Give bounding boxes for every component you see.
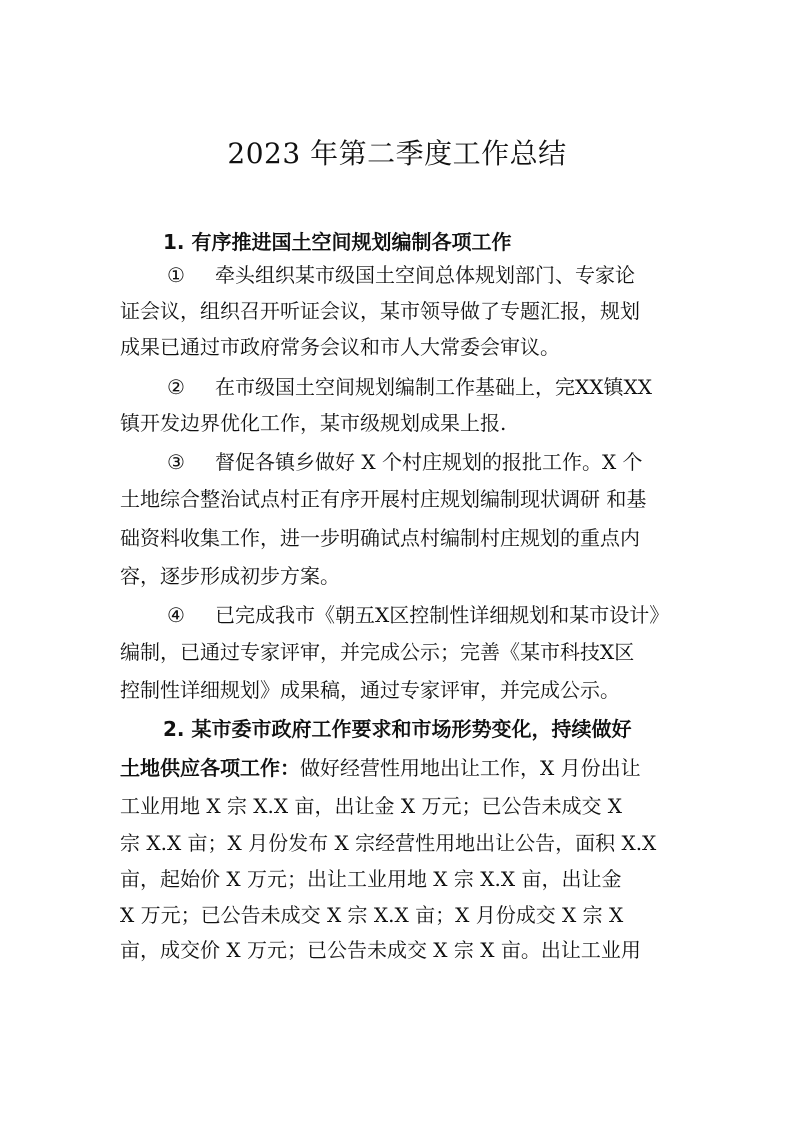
document-title: 2023 年第二季度工作总结	[227, 137, 567, 170]
section-2-body-first: 做好经营性用地出让工作，X 月份出让	[300, 756, 641, 780]
item-1-line-1	[167, 262, 635, 288]
item-3-line-3: 础资料收集工作，进一步明确试点村编制村庄规划的重点内	[120, 526, 640, 550]
section-2-line-4: 亩，起始价 X 万元；出让工业用地 X 宗 X.X 亩，出让金	[120, 867, 622, 891]
item-1-text-1: 牵头组织某市级国土空间总体规划部门、专家论	[215, 263, 635, 287]
item-2-line-2: 镇开发边界优化工作，某市级规划成果上报.	[120, 411, 507, 435]
item-3-marker: ③	[167, 450, 185, 474]
item-4-text-1: 已完成我市《朝五X区控制性详细规划和某市设计》	[215, 603, 670, 627]
item-4-line-1	[167, 602, 669, 628]
item-3-line-1	[167, 449, 643, 475]
section-2-line-2: 工业用地 X 宗 X.X 亩，出让金 X 万元；已公告未成交 X	[120, 794, 623, 818]
item-4-line-2: 编制，已通过专家评审，并完成公示；完善《某市科技X区	[120, 640, 635, 664]
item-2-line-1	[167, 374, 652, 400]
item-1-line-2: 证会议，组织召开听证会议，某市领导做了专题汇报，规划	[120, 299, 640, 323]
section-2-line-6: 亩，成交价 X 万元；已公告未成交 X 宗 X 亩。出让工业用	[120, 938, 641, 962]
item-3-line-4: 容，逐步形成初步方案。	[120, 564, 340, 588]
section-2-heading-line-2: 土地供应各项工作：	[120, 756, 300, 780]
section-2-heading-line-1: 2. 某市委市政府工作要求和市场形势变化，持续做好	[163, 717, 632, 741]
item-1-marker: ①	[167, 263, 185, 287]
item-1-line-3: 成果已通过市政府常务会议和市人大常委会审议。	[120, 335, 560, 359]
section-1-heading: 1. 有序推进国土空间规划编制各项工作	[163, 230, 512, 254]
item-4-line-3: 控制性详细规划》成果稿，通过专家评审，并完成公示。	[120, 678, 620, 702]
item-2-text-1: 在市级国土空间规划编制工作基础上，完XX镇XX	[215, 375, 652, 399]
section-2-line-5: X 万元；已公告未成交 X 宗 X.X 亩；X 月份成交 X 宗 X	[120, 903, 624, 927]
section-2-line-1	[120, 755, 641, 781]
item-3-line-2: 土地综合整治试点村正有序开展村庄规划编制现状调研 和基	[120, 487, 647, 511]
item-3-text-1: 督促各镇乡做好 X 个村庄规划的报批工作。X 个	[215, 450, 643, 474]
item-4-marker: ④	[167, 603, 185, 627]
section-2-line-3: 宗 X.X 亩；X 月份发布 X 宗经营性用地出让公告，面积 X.X	[120, 831, 657, 855]
item-2-marker: ②	[167, 375, 185, 399]
